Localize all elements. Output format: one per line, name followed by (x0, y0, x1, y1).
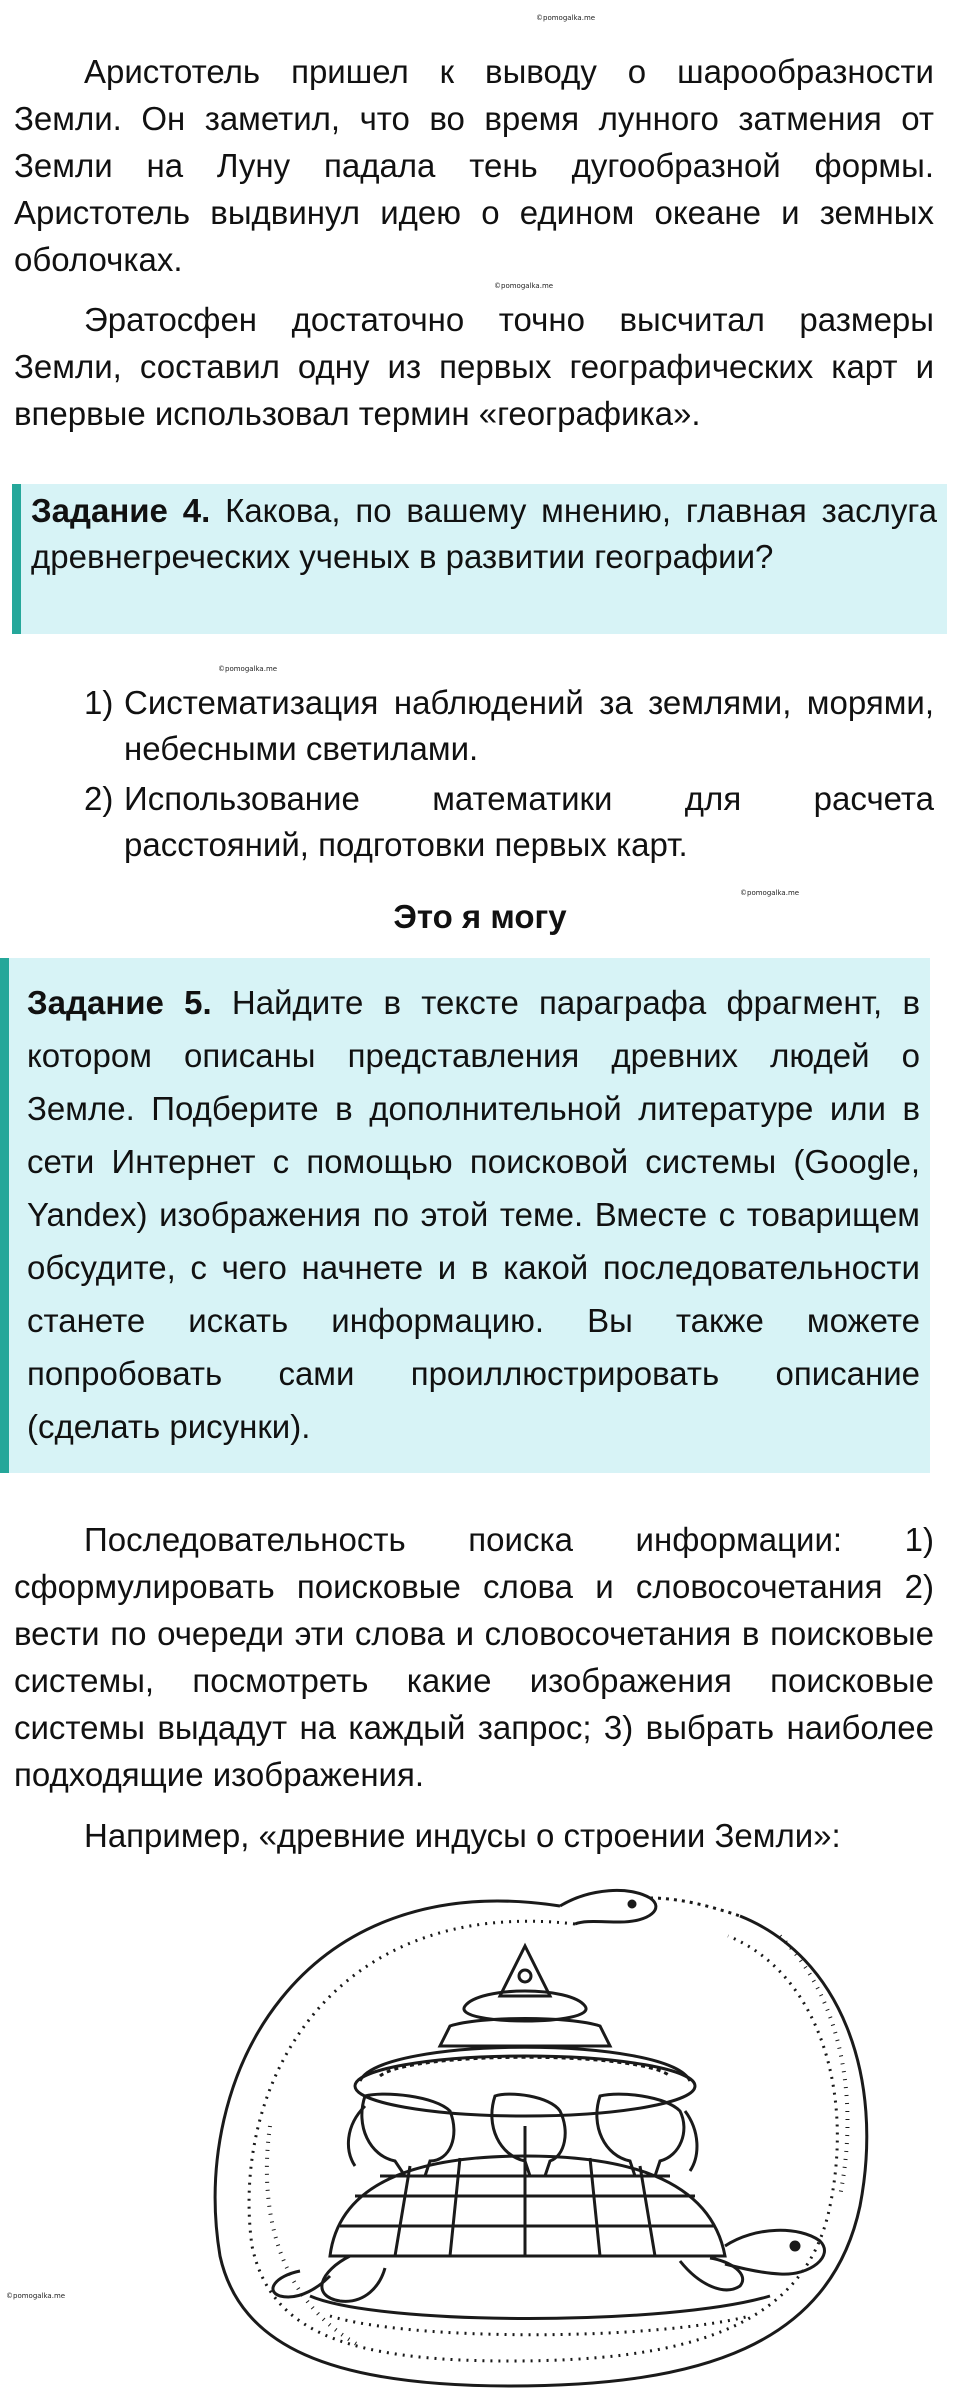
answer-item: 2) Использование математики для расчета расстояний, подготовки первых карт. (84, 780, 934, 863)
answer-item: 1) Систематизация наблюдений за землями, морями, небесными светилами. (84, 684, 934, 767)
watermark: ©pomogalka.me (536, 14, 596, 22)
task-4-text: Какова, по вашему мнению, главная заслуга древнегреческих ученых в развитии географии? (31, 492, 937, 575)
watermark: ©pomogalka.me (218, 665, 278, 673)
section-heading: Это я могу (393, 898, 567, 935)
paragraph-eratosthenes: Эратосфен достаточно точно высчитал размеры Земли, составил одну из первых географических карт и впервые использовал термин «географика». (14, 301, 934, 432)
task-4-box (12, 484, 947, 634)
cosmology-illustration-icon (180, 1876, 875, 2389)
task-5-text: Найдите в тексте параграфа фрагмент, в котором описаны представления древних людей о Земле. Подберите в дополнительной литературе или в сети Интернет с помощью поисковой системы (Google, Yandex) изображения по этой теме. Вместе с товарищем обсудите, с чего начнете и в какой последовательности станете искать информацию. Вы также можете попробовать сами проиллюстрировать описание (сделать рисунки). (27, 984, 920, 1445)
paragraph-search-sequence: Последовательность поиска информации: 1) сформулировать поисковые слова и словосочетания 2) вести по очереди эти слова и словосочетания в поисковые системы, посмотреть какие изображения поисковые системы выдадут на каждый запрос; 3) выбрать наиболее подходящие изображения. (14, 1521, 934, 1793)
watermark: ©pomogalka.me (740, 889, 800, 897)
task-5-label: Задание 5. (27, 984, 212, 1021)
paragraph-example: Например, «древние индусы о строении Земли»: (84, 1817, 841, 1854)
task-5-box (0, 958, 930, 1473)
task-4-label: Задание 4. (31, 492, 211, 529)
paragraph-aristotle: Аристотель пришел к выводу о шарообразности Земли. Он заметил, что во время лунного затмения от Земли на Луну падала тень дугообразной формы. Аристотель выдвинул идею о едином океане и земных оболочках. (14, 53, 934, 278)
watermark: ©pomogalka.me (6, 2292, 66, 2300)
watermark: ©pomogalka.me (494, 282, 554, 290)
answer-list (84, 680, 934, 872)
